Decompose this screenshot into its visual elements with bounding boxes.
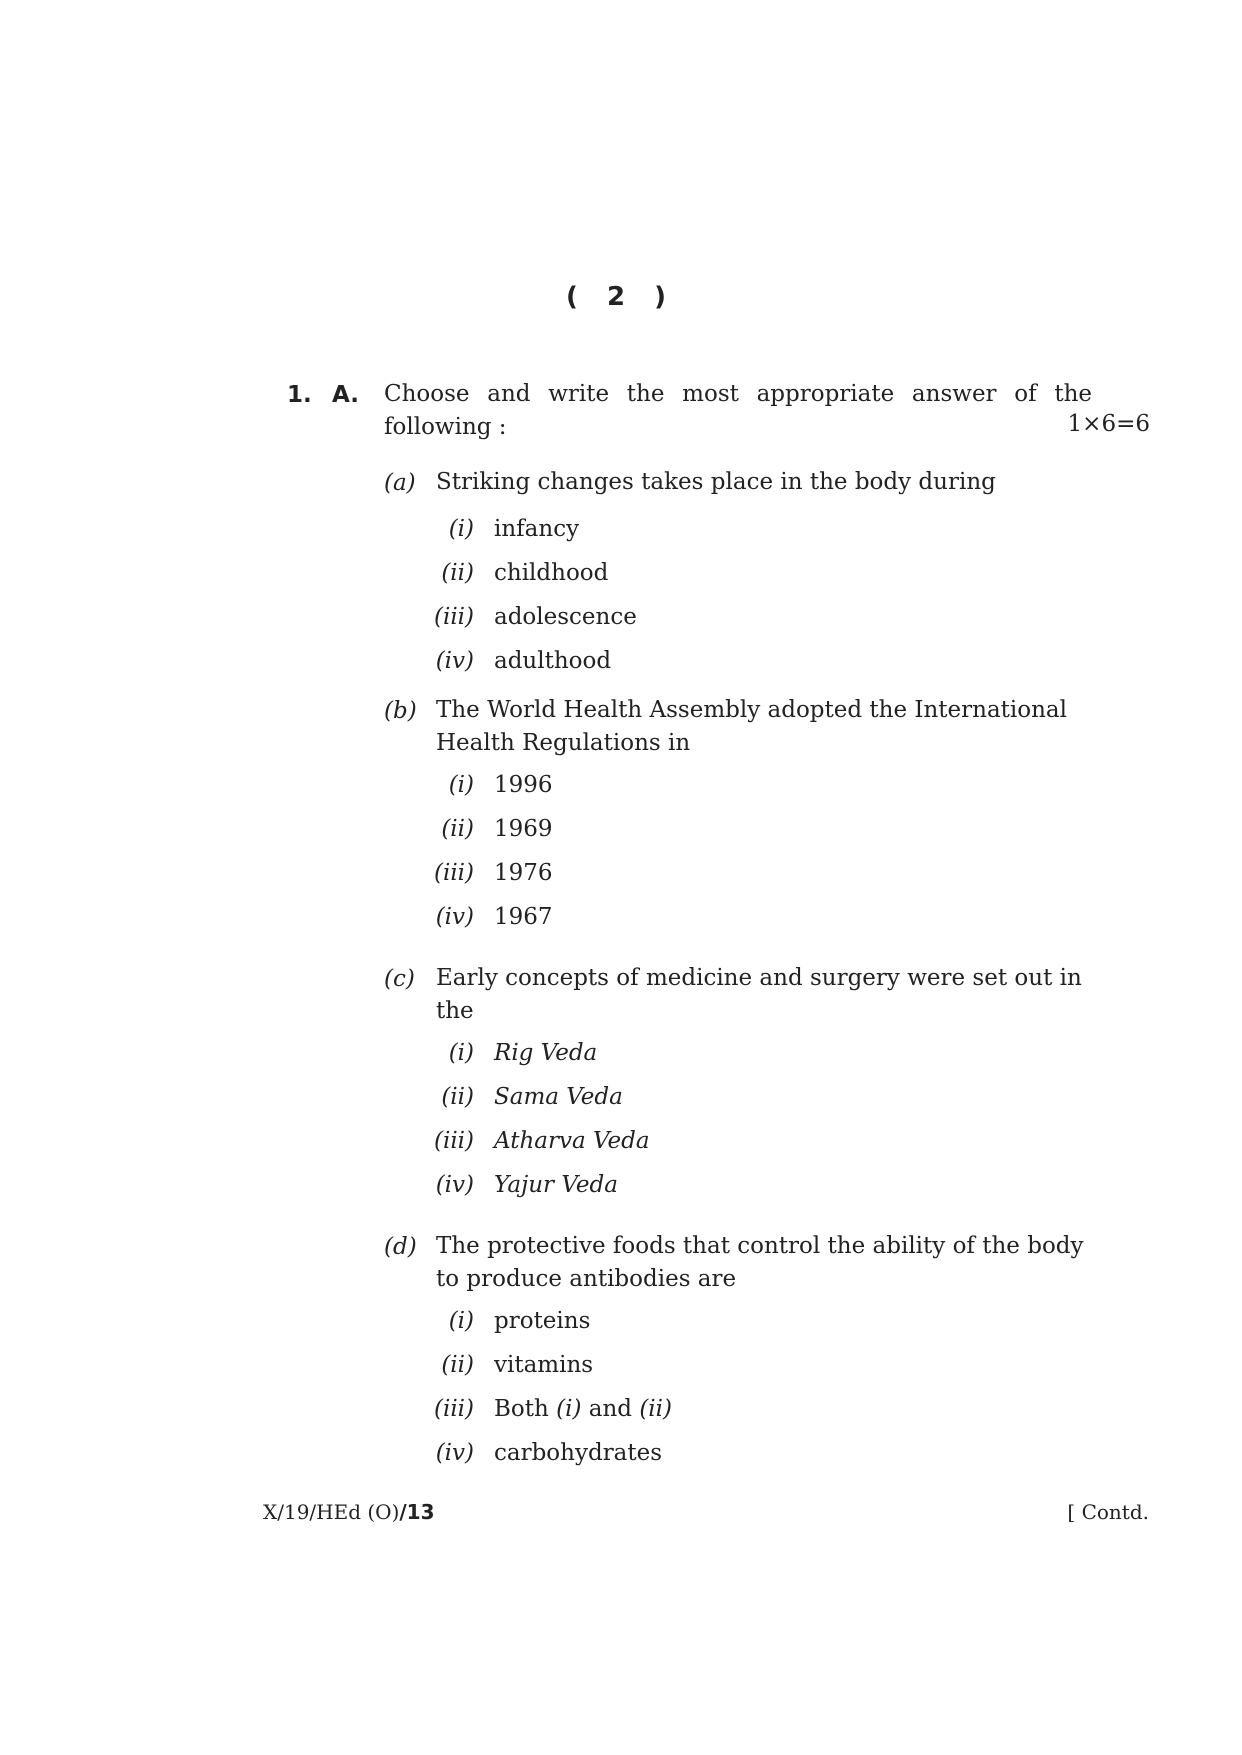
option-text: carbohydrates [494, 1440, 663, 1466]
option-label: (iii) [433, 1396, 474, 1422]
option-text: adolescence [494, 604, 637, 630]
question-number: 1. [287, 382, 312, 408]
option-text: Yajur Veda [494, 1172, 618, 1198]
option-label: (ii) [441, 1352, 474, 1378]
option-label: (i) [448, 1308, 474, 1334]
option-text-part: (ii) [639, 1396, 672, 1422]
question-part: A. [332, 382, 359, 408]
option-text: 1996 [494, 772, 553, 798]
option-label: (ii) [441, 816, 474, 842]
subquestion-text: Early concepts of medicine and surgery were set out in the [436, 965, 1082, 1024]
footer-contd: [ Contd. [1067, 1500, 1149, 1524]
option-label: (iii) [433, 860, 474, 886]
option-label: (iii) [433, 604, 474, 630]
subquestion-label: (d) [384, 1234, 417, 1260]
subquestion-text: The World Health Assembly adopted the International Health Regulations in [436, 697, 1067, 756]
option-label: (iii) [433, 1128, 474, 1154]
option-text: vitamins [494, 1352, 594, 1378]
option-text: Rig Veda [494, 1040, 598, 1066]
option-label: (ii) [441, 560, 474, 586]
subquestion-label: (c) [384, 966, 415, 992]
option-text: Sama Veda [494, 1084, 623, 1110]
option-label: (iv) [435, 648, 474, 674]
option-text-part: Both [494, 1396, 557, 1422]
option-label: (iv) [435, 1172, 474, 1198]
subquestion-text: The protective foods that control the ability of the body to produce antibodies are [436, 1233, 1084, 1292]
question-marks: 1×6=6 [1067, 411, 1150, 437]
option-text: Atharva Veda [494, 1128, 650, 1154]
question-stem: Choose and write the most appropriate answer of the following : [384, 381, 1092, 440]
option-text-part: and [581, 1396, 640, 1422]
option-text: 1967 [494, 904, 553, 930]
option-text-part: (i) [556, 1396, 582, 1422]
option-text: childhood [494, 560, 609, 586]
option-text: infancy [494, 516, 580, 542]
page-number: ( 2 ) [566, 282, 676, 312]
option-label: (i) [448, 772, 474, 798]
footer-paper-code [263, 1500, 435, 1524]
option-label: (ii) [441, 1084, 474, 1110]
option-label: (i) [448, 1040, 474, 1066]
option-label: (i) [448, 516, 474, 542]
footer-code-text: X/19/HEd (O) [263, 1500, 400, 1524]
option-label: (iv) [435, 904, 474, 930]
option-text [494, 1396, 672, 1422]
option-text: proteins [494, 1308, 591, 1334]
subquestion-label: (a) [384, 470, 416, 496]
option-text: 1976 [494, 860, 553, 886]
subquestion-label: (b) [384, 698, 417, 724]
option-text: adulthood [494, 648, 612, 674]
option-text: 1969 [494, 816, 553, 842]
footer-code-bold: /13 [399, 1500, 435, 1524]
option-label: (iv) [435, 1440, 474, 1466]
subquestion-text: Striking changes takes place in the body during [436, 469, 996, 495]
